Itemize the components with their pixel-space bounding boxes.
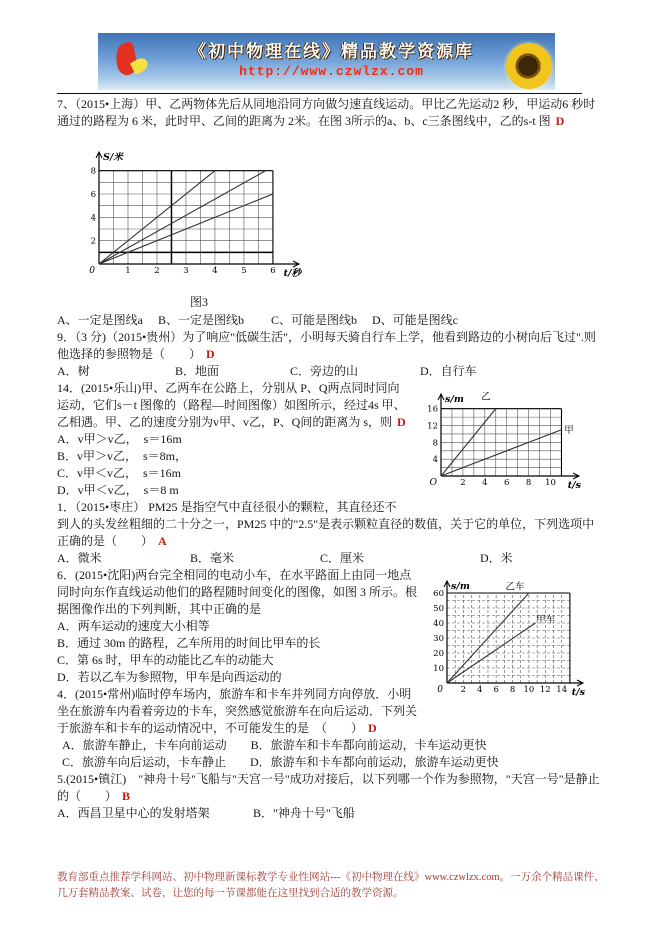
question-1-answer: A (158, 534, 167, 548)
header-divider (57, 93, 582, 94)
question-1-options (57, 550, 605, 567)
svg-text:8: 8 (432, 438, 438, 449)
question-4-answer: D (368, 721, 377, 735)
question-9-stem (57, 329, 605, 363)
svg-text:s/m: s/m (451, 581, 470, 592)
option-a: A．两车运动的速度大小相等 (57, 619, 210, 633)
svg-text:4: 4 (212, 266, 218, 276)
question-1-text: 1．（2015•枣庄） PM25 是指空气中直径很小的颗粒，其直径还不到人的头发丝粗细的二十分之一，PM25 中的"2.5"是表示颗粒直径的数值，关于它的单位，下列选项中正确的是（ ） (57, 500, 595, 548)
svg-text:S/米: S/米 (103, 152, 123, 163)
sunflower-image (506, 43, 552, 89)
option-b: B．v甲＞v乙， s＝8m， (57, 449, 188, 463)
svg-text:2: 2 (460, 478, 466, 488)
svg-text:8: 8 (90, 166, 96, 177)
option-c: C．v甲＜v乙， s＝16m (57, 466, 182, 480)
figure-3 (73, 136, 325, 310)
option-d: D．米 (480, 551, 513, 565)
question-7-text: 7、（2015•上海）甲、乙两物体先后从同地沿同方向做匀速直线运动。甲比乙先运动2 秒，甲运动6 秒时通过的路程为 6 米，此时甲、乙间的距离为 2米。在图 3所示的a、b、c三条图线中，乙的s-t 图 (57, 97, 596, 128)
svg-text:s/m: s/m (445, 394, 464, 405)
option-c: C．第 6s 时，甲车的动能比乙车的动能大 (57, 653, 274, 667)
figure-q14 (415, 380, 605, 499)
svg-text:1: 1 (125, 266, 131, 276)
svg-text:14: 14 (556, 685, 568, 695)
svg-text:6: 6 (90, 190, 96, 200)
svg-text:6: 6 (493, 685, 499, 695)
question-4-options (57, 737, 605, 771)
option-d: D．v甲＜v乙， s＝8 m (57, 483, 179, 497)
svg-text:5: 5 (241, 266, 247, 276)
question-14-answer: D (397, 415, 406, 429)
svg-text:甲车: 甲车 (536, 614, 556, 626)
svg-text:0: 0 (437, 685, 443, 695)
question-14-text: 14．(2015•乐山)甲、乙两车在公路上，分别从 P、Q两点同时同向运动，它们s－t 图像的（路程—时间图像）如图所示，经过4s 甲、乙相遇。甲、乙的速度分别为v甲、v乙，P、Q间的距离为 s，则 (57, 381, 406, 429)
q14-st-graph (415, 380, 605, 494)
svg-text:2: 2 (154, 266, 160, 276)
site-logo-icon (110, 41, 156, 83)
svg-text:10: 10 (433, 664, 444, 674)
option-b: B．通过 30m 的路程，乙车所用的时间比甲车的长 (57, 636, 321, 650)
svg-text:16: 16 (427, 404, 438, 415)
svg-text:2: 2 (460, 685, 467, 695)
question-9-options (57, 363, 605, 380)
question-1-stem (57, 499, 605, 550)
svg-text:t/s: t/s (567, 480, 581, 491)
svg-text:4: 4 (90, 213, 96, 224)
question-7-answer: D (555, 114, 565, 128)
svg-text:8: 8 (509, 685, 516, 695)
question-5-answer: B (122, 789, 131, 803)
svg-text:4: 4 (432, 455, 438, 466)
svg-text:4: 4 (477, 685, 483, 695)
svg-text:2: 2 (90, 236, 96, 247)
site-title: 《初中物理在线》精品教学资源库 (189, 42, 474, 61)
option-b: B．地面 (175, 364, 220, 378)
question-9-text: 9．（3 分)（2015•贵州）为了响应"低碳生活"，小明每天骑自行车上学，他看到路边的小树向后飞过".则他选择的参照物是（ ） (57, 330, 596, 361)
option-a: A．v甲＞v乙， s＝16m (57, 432, 182, 446)
svg-text:60: 60 (433, 589, 444, 599)
svg-text:O: O (429, 478, 437, 488)
question-9-answer: D (206, 347, 215, 361)
svg-text:30: 30 (433, 634, 444, 644)
option-b: B．毫米 (190, 551, 235, 565)
footer-line-2: 几万套精品教案、试卷，让您的每一节课都能在这里找到合适的教学资源。 (57, 888, 404, 899)
svg-text:10: 10 (523, 685, 535, 695)
svg-text:t/秒: t/秒 (283, 268, 301, 279)
svg-text:10: 10 (545, 478, 556, 488)
footer-line-1: 教育部重点推荐学科网站、初中物理新课标教学专业性网站---《初中物理在线》www.czwlzx.com。一万余个精品课件、 (57, 872, 605, 883)
q7-st-graph (73, 136, 325, 288)
svg-text:12: 12 (539, 685, 551, 695)
svg-text:6: 6 (504, 478, 510, 488)
option-d: D．自行车 (420, 364, 477, 378)
svg-text:乙车: 乙车 (505, 581, 525, 593)
svg-text:8: 8 (525, 478, 532, 488)
svg-text:0: 0 (89, 266, 95, 276)
svg-text:4: 4 (482, 478, 488, 488)
option-a: A．西昌卫星中心的发射塔架 (57, 806, 210, 820)
question-5-stem (57, 771, 605, 805)
question-4-text: 4．(2015•常州)临时停车场内，旅游车和卡车并列同方向停放．小明坐在旅游车内看着旁边的卡车，突然感觉旅游车在向后运动．下列关于旅游车和卡车的运动情况中，不可能发生的是 （ ） (57, 687, 418, 735)
svg-text:12: 12 (427, 421, 438, 432)
option-c: C．旁边的山 (290, 364, 359, 378)
svg-text:40: 40 (433, 619, 444, 629)
footer-promo (57, 870, 605, 902)
question-5-text: 5.(2015•镇江) "神舟十号"飞船与"天宫一号"成功对接后，以下列哪一个作为参照物，"天宫一号"是静止的（ ） (57, 772, 600, 803)
site-banner (98, 33, 555, 90)
figure-3-caption: 图3 (189, 295, 208, 309)
option-b: B．"神舟十号"飞船 (253, 806, 355, 820)
option-a: A．微米 (57, 551, 102, 565)
svg-text:甲: 甲 (564, 425, 574, 437)
option-c: C．厘米 (320, 551, 365, 565)
question-7-options: A、一定是图线a B、一定是图线b C、可能是图线b D、可能是图线c (57, 313, 458, 327)
svg-text:50: 50 (433, 604, 444, 614)
figure-q6 (425, 569, 605, 706)
option-row-ab: A．旅游车静止，卡车向前运动 B．旅游车和卡车都向前运动，卡车运动更快 (62, 738, 487, 752)
option-row-cd: C．旅游车向后运动，卡车静止 D．旅游车和卡车都向前运动，旅游车运动更快 (62, 755, 499, 769)
svg-text:t/s: t/s (571, 687, 585, 698)
question-5-options (57, 805, 605, 822)
question-6-stem: 6．(2015•沈阳)两台完全相同的电动小车，在水平路面上由同一地点同时向东作直线运动他们的路程随时间变化的图像，如图 3 所示。根据图像作出的下列判断，其中正确的是 (57, 568, 418, 616)
option-a: A．树 (57, 364, 90, 378)
option-d: D．若以乙车为参照物，甲车是向西运动的 (57, 670, 282, 684)
site-url-link[interactable]: http://www.czwlzx.com (239, 64, 424, 79)
svg-text:3: 3 (183, 266, 189, 276)
svg-text:20: 20 (433, 649, 444, 659)
svg-text:6: 6 (270, 266, 276, 276)
svg-text:乙: 乙 (481, 391, 491, 403)
q6-st-graph (425, 569, 605, 701)
question-7-stem (57, 96, 605, 130)
